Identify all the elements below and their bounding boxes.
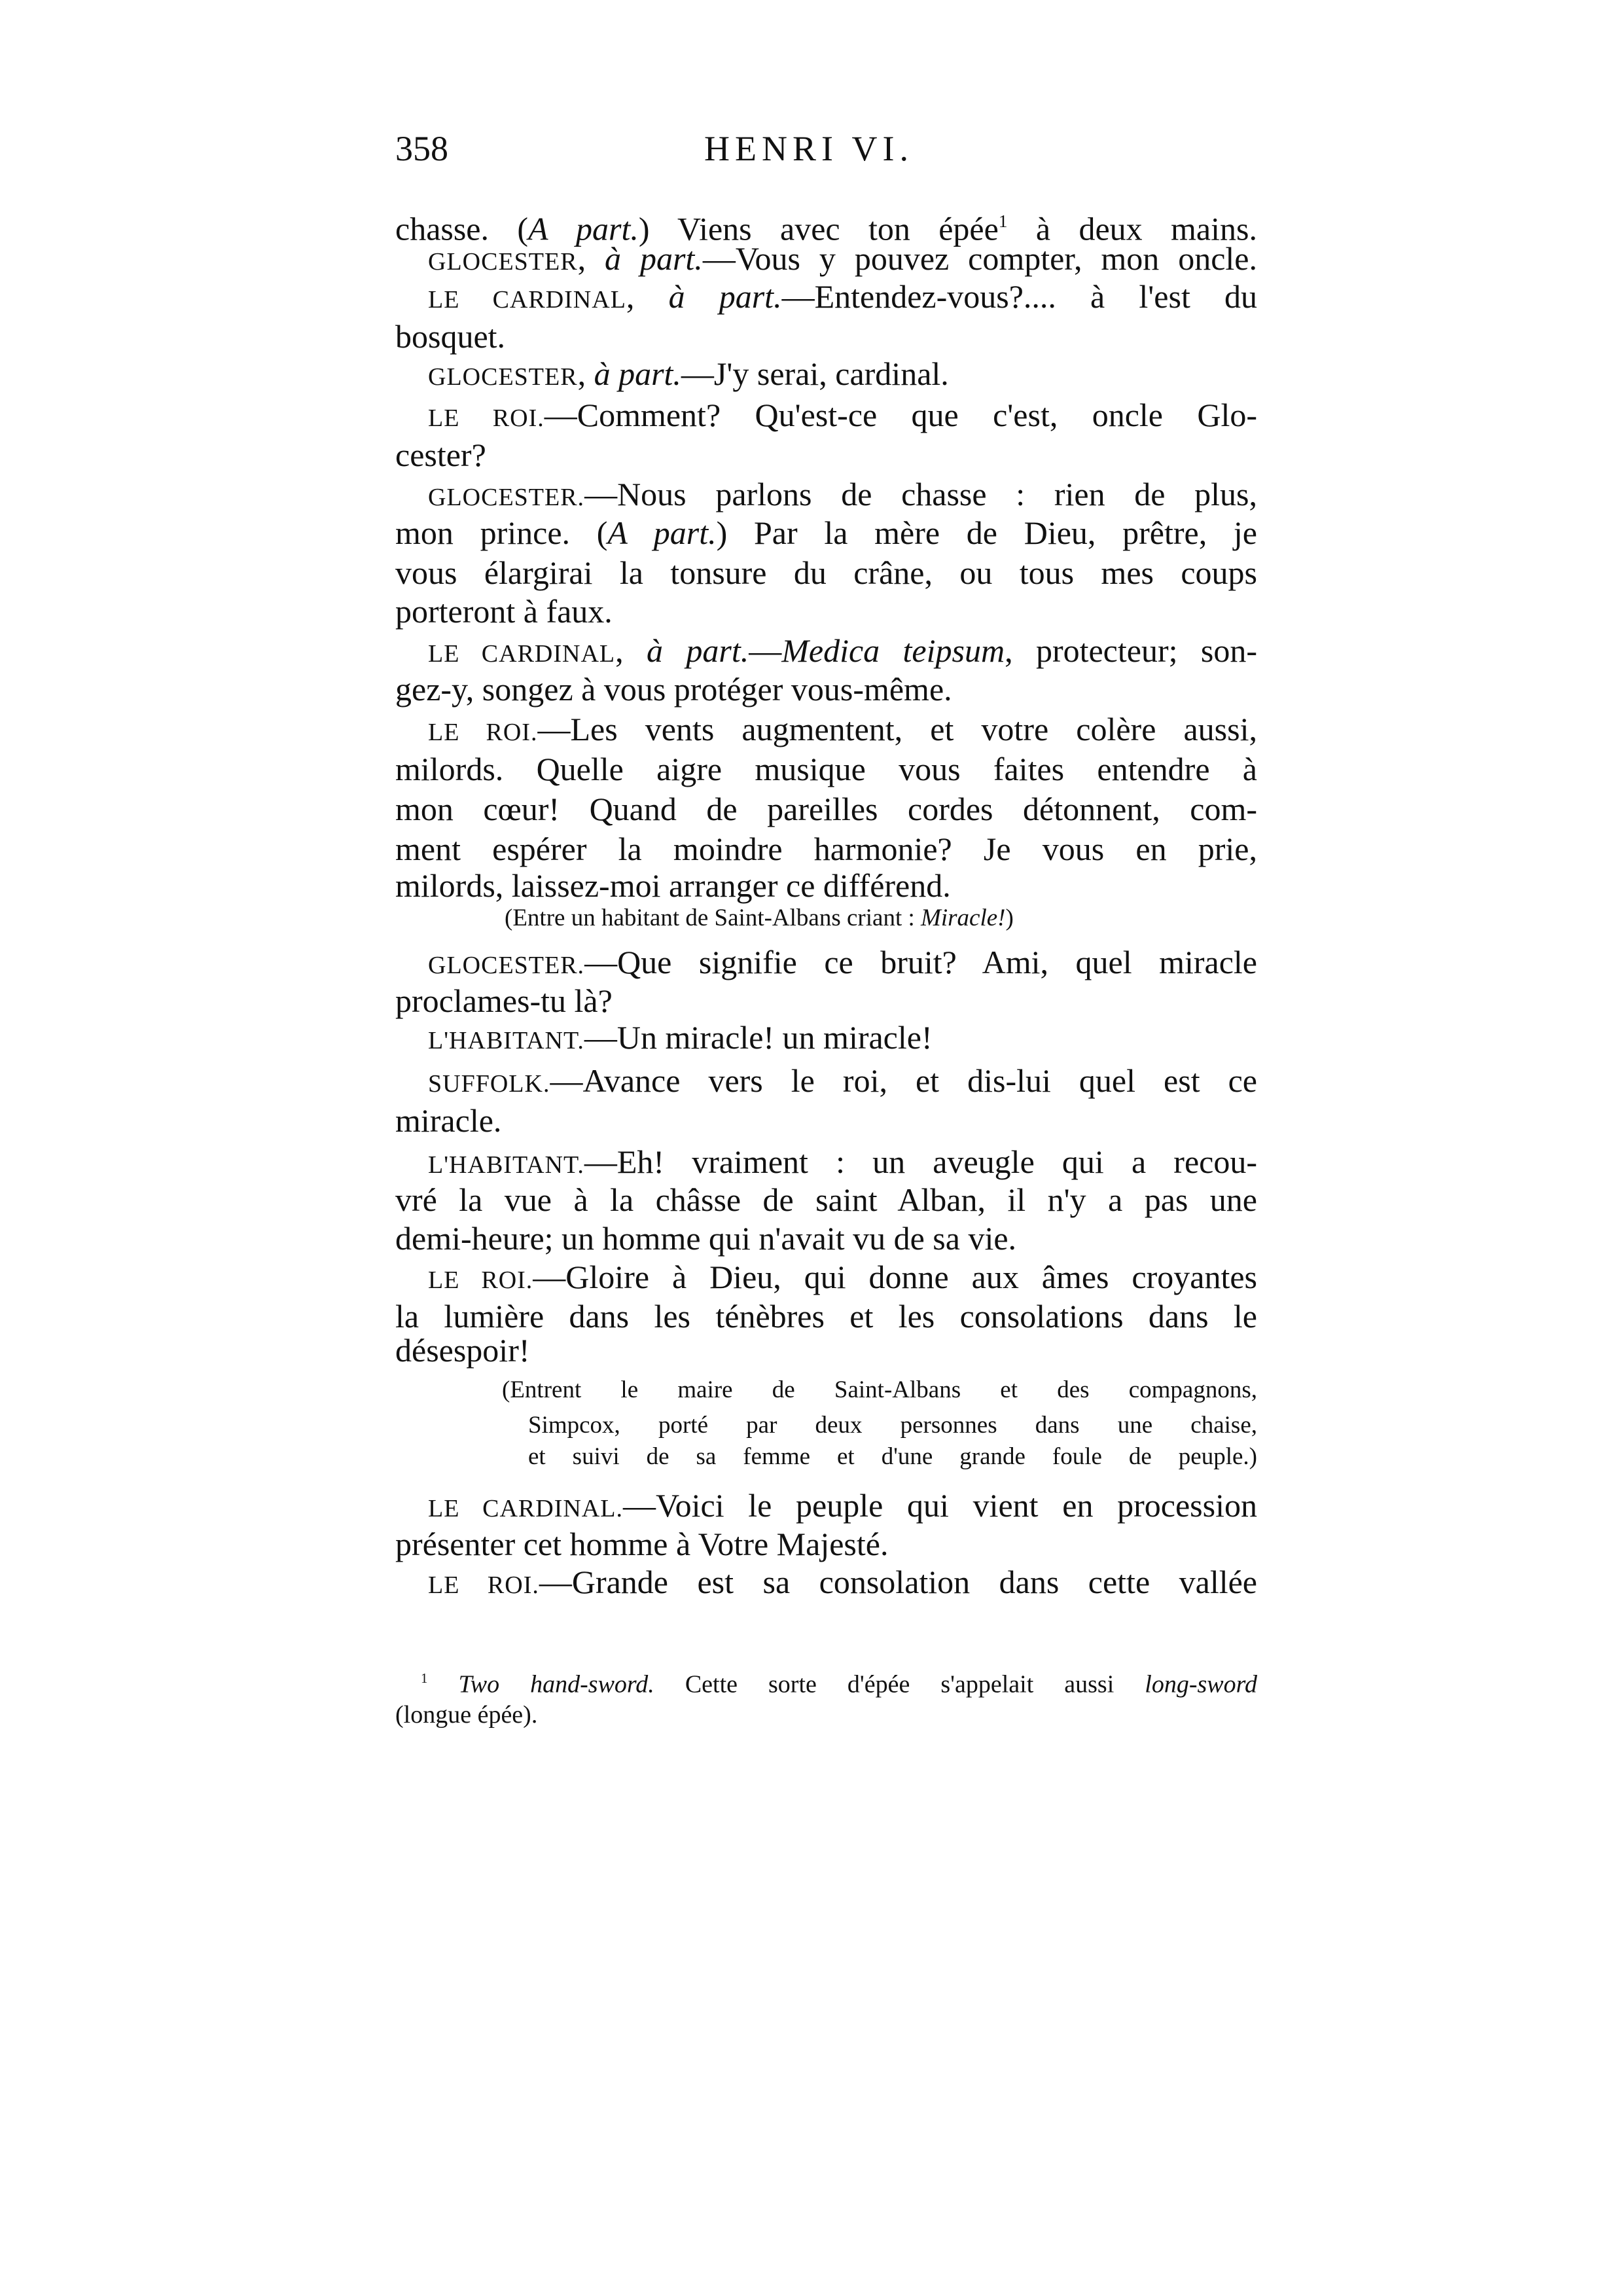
text-line	[395, 1180, 1257, 1219]
italic-run: long-sword	[1145, 1670, 1258, 1698]
text-line	[428, 277, 1257, 316]
text-run: milords. Quelle aigre musique vous faites entendre à	[395, 751, 1257, 787]
text-line	[395, 435, 1257, 475]
italic-run: à part.	[605, 240, 703, 277]
text-run: —Les vents augmentent, et votre colère aussi,	[537, 711, 1257, 747]
text-run: ,	[577, 240, 605, 277]
speaker-name: LE CARDINAL.	[428, 1495, 623, 1522]
text-run: —Que signifie ce bruit? Ami, quel miracle	[584, 944, 1257, 980]
text-run: —Voici le peuple qui vient en procession	[622, 1487, 1257, 1524]
italic-run: Two hand-sword.	[458, 1670, 654, 1698]
speaker-name: LE CARDINAL	[428, 286, 626, 314]
speaker-name: LE ROI.	[428, 1571, 539, 1599]
text-run: et suivi de sa femme et d'une grande foule de peuple.)	[528, 1443, 1257, 1470]
text-line	[395, 202, 1257, 247]
text-run: )	[1005, 905, 1014, 931]
text-run: milords, laissez-moi arranger ce différend.	[395, 867, 951, 904]
text-run: ,	[626, 278, 669, 315]
text-run: vré la vue à la châsse de saint Alban, il n'y a pas une	[395, 1181, 1257, 1218]
stage-direction-line	[528, 1443, 1257, 1471]
speaker-name: GLOCESTER	[428, 248, 578, 276]
text-line	[428, 631, 1257, 670]
text-line	[428, 1018, 1257, 1057]
text-run: mon prince. (	[395, 514, 608, 551]
page-number: 358	[395, 129, 448, 168]
text-line	[395, 592, 1257, 631]
text-run: ,	[615, 632, 647, 669]
text-line	[395, 749, 1257, 789]
stage-direction-line	[528, 1411, 1257, 1440]
text-line	[395, 513, 1257, 552]
text-run: —J'y serai, cardinal.	[681, 355, 949, 392]
text-run: à deux mains.	[1007, 210, 1257, 247]
text-run: proclames-tu là?	[395, 982, 613, 1019]
text-run: la lumière dans les ténèbres et les consolations dans le	[395, 1298, 1257, 1335]
italic-run: à part.	[647, 632, 749, 669]
footnote-marker: 1	[998, 211, 1008, 231]
footnote-line	[395, 1700, 1257, 1730]
text-run: chasse. (	[395, 210, 529, 247]
text-line	[428, 1142, 1257, 1181]
text-line	[428, 1257, 1257, 1297]
text-line	[428, 395, 1257, 435]
text-run: ) Par la mère de Dieu, prêtre, je	[716, 514, 1258, 551]
speaker-name: L'HABITANT.	[428, 1151, 584, 1179]
text-run: —Entendez-vous?.... à l'est du	[781, 278, 1257, 315]
text-run: , protecteur; son-	[1005, 632, 1257, 669]
text-line	[395, 866, 1257, 905]
text-line	[395, 1331, 1257, 1370]
text-run: cester?	[395, 437, 486, 473]
text-run: désespoir!	[395, 1332, 530, 1369]
text-run: gez-y, songez à vous protéger vous-même.	[395, 671, 952, 708]
text-run: —Comment? Qu'est-ce que c'est, oncle Glo-	[544, 397, 1257, 433]
text-run: Cette sorte d'épée s'appelait aussi	[654, 1670, 1145, 1698]
text-line	[395, 1297, 1257, 1336]
speaker-name: LE CARDINAL	[428, 640, 616, 668]
text-run: porteront à faux.	[395, 593, 613, 630]
running-title: HENRI VI.	[704, 129, 914, 168]
italic-run: Miracle!	[921, 905, 1006, 931]
italic-run: à part.	[668, 278, 782, 315]
text-line	[428, 1562, 1257, 1602]
text-run: bosquet.	[395, 318, 506, 355]
stage-direction-line	[502, 1376, 1257, 1405]
text-run: ,	[577, 355, 594, 392]
text-line	[428, 709, 1257, 749]
text-line	[428, 354, 1257, 393]
italic-run: à part.	[594, 355, 681, 392]
text-run: présenter cet homme à Votre Majesté.	[395, 1526, 889, 1562]
text-run: —Vous y pouvez compter, mon oncle.	[702, 240, 1258, 277]
text-run: ) Viens avec ton épée	[638, 210, 999, 247]
text-line	[428, 475, 1257, 514]
text-run: demi-heure; un homme qui n'avait vu de sa vie.	[395, 1220, 1017, 1257]
footnote-line	[421, 1663, 1258, 1698]
text-line	[395, 829, 1257, 869]
text-run: ment espérer la moindre harmonie? Je vous en prie,	[395, 831, 1257, 867]
italic-run: A part.	[528, 210, 639, 247]
text-run: —Nous parlons de chasse : rien de plus,	[584, 476, 1257, 512]
text-run: mon cœur! Quand de pareilles cordes détonnent, com-	[395, 791, 1257, 827]
text-line	[428, 942, 1257, 982]
speaker-name: LE ROI.	[428, 404, 544, 432]
text-line	[395, 670, 1257, 709]
text-run: miracle.	[395, 1102, 502, 1139]
speaker-name: GLOCESTER	[428, 363, 578, 391]
text-run: —Grande est sa consolation dans cette vallée	[539, 1564, 1257, 1600]
italic-run: Medica teipsum	[781, 632, 1005, 669]
text-line	[395, 1101, 1257, 1140]
stage-direction-line	[505, 904, 1192, 933]
speaker-name: LE ROI.	[428, 1266, 533, 1294]
speaker-name: LE ROI.	[428, 719, 538, 746]
text-line	[395, 981, 1257, 1020]
text-run: —	[749, 632, 782, 669]
text-run: —Un miracle! un miracle!	[584, 1019, 933, 1056]
text-run: vous élargirai la tonsure du crâne, ou tous mes coups	[395, 554, 1257, 591]
footnote-marker: 1	[421, 1670, 428, 1686]
text-run	[427, 1671, 458, 1698]
text-line	[395, 1524, 1257, 1564]
text-line	[428, 1486, 1257, 1525]
text-run: (Entrent le maire de Saint-Albans et des compagnons,	[502, 1376, 1257, 1403]
text-line	[428, 1061, 1257, 1100]
speaker-name: SUFFOLK.	[428, 1070, 550, 1098]
text-line	[395, 553, 1257, 592]
text-run: —Gloire à Dieu, qui donne aux âmes croyantes	[533, 1259, 1257, 1295]
text-line	[428, 239, 1257, 278]
text-line	[395, 317, 1257, 356]
text-run: —Avance vers le roi, et dis-lui quel est ce	[550, 1062, 1257, 1099]
speaker-name: GLOCESTER.	[428, 484, 585, 511]
text-run: Simpcox, porté par deux personnes dans une chaise,	[528, 1412, 1257, 1439]
text-run: (longue épée).	[395, 1701, 538, 1729]
text-run: (Entre un habitant de Saint-Albans criant :	[505, 905, 921, 931]
speaker-name: GLOCESTER.	[428, 952, 585, 979]
italic-run: A part.	[607, 514, 717, 551]
text-line	[395, 789, 1257, 829]
text-line	[395, 1219, 1257, 1258]
text-run: —Eh! vraiment : un aveugle qui a recou-	[584, 1143, 1257, 1180]
speaker-name: L'HABITANT.	[428, 1027, 584, 1054]
